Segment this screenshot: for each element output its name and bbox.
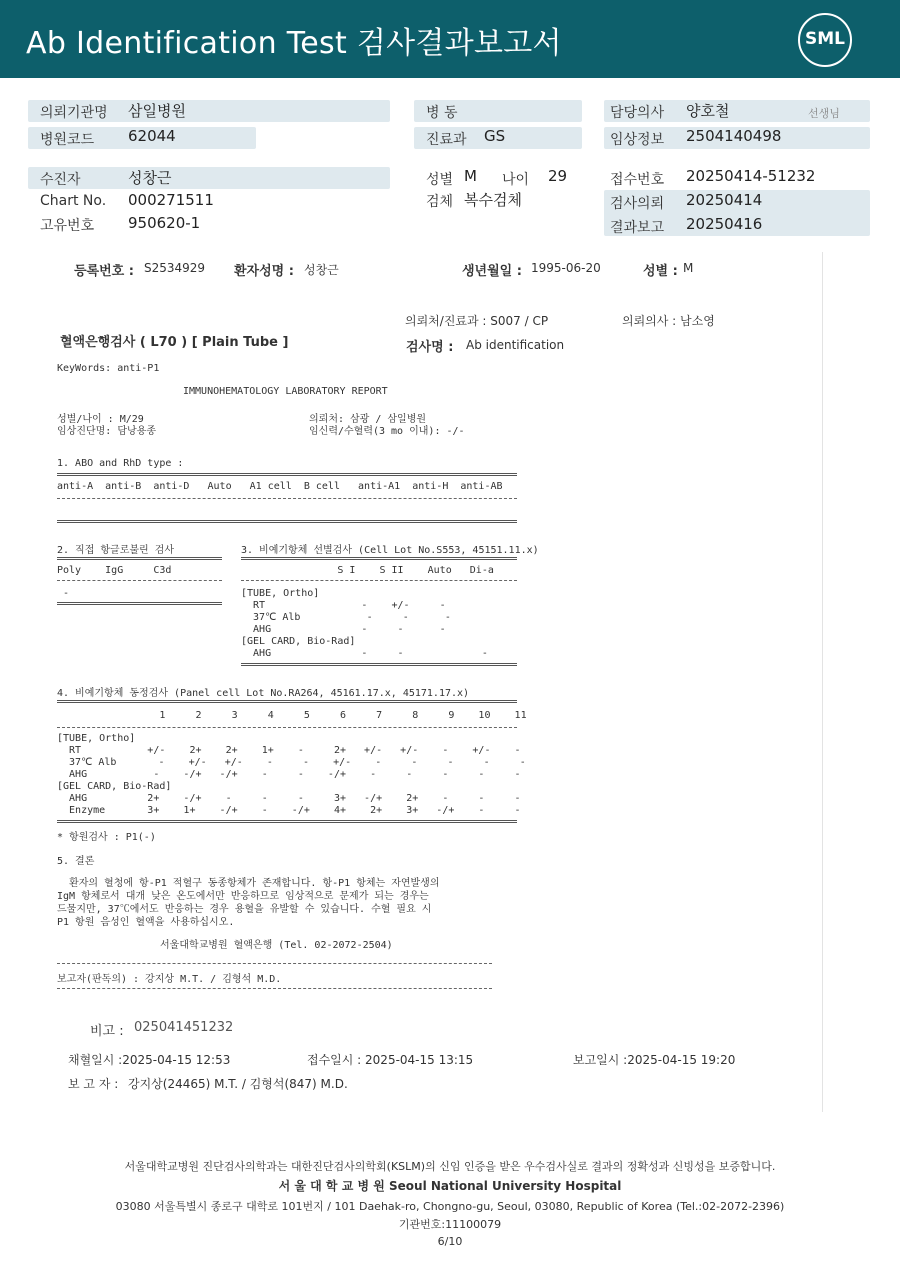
antigen-test: * 항원검사 : P1(-) — [57, 832, 156, 843]
rule — [57, 580, 222, 581]
remark-label: 비고 : — [90, 1024, 124, 1039]
sex-value: M — [464, 167, 477, 185]
rule — [57, 520, 517, 523]
chart-value: 000271511 — [128, 191, 214, 209]
test-title: 혈액은행검사 ( L70 ) [ Plain Tube ] — [60, 335, 289, 350]
hospital-code-value: 62044 — [128, 127, 176, 145]
keywords: KeyWords: anti-P1 — [57, 363, 160, 374]
reg-label: 등록번호 : — [74, 264, 134, 279]
section3-row: [TUBE, Ortho] — [241, 588, 320, 599]
section4-row: AHG 2+ -/+ - - - 3+ -/+ 2+ - - - — [57, 793, 521, 804]
certification-note: 서울대학교병원 진단검사의학과는 대한진단검사의학회(KSLM)의 신임 인증을 받은 우수검사실로 결과의 정확성과 신빙성을 보증합니다. — [124, 1160, 776, 1173]
ward-label: 병 동 — [426, 105, 458, 121]
sex-age: 성별/나이 : M/29 — [57, 414, 144, 425]
lab-report-title: IMMUNOHEMATOLOGY LABORATORY REPORT — [183, 386, 388, 397]
requesting-doctor: 의뢰의사 : 남소영 — [622, 314, 715, 328]
dob-value: 1995-06-20 — [531, 261, 601, 275]
clinical-value: 2504140498 — [686, 127, 782, 145]
dept-value: GS — [484, 127, 506, 145]
reported-time: 보고일시 :2025-04-15 19:20 — [573, 1053, 736, 1067]
section4-row: Enzyme 3+ 1+ -/+ - -/+ 4+ 2+ 3+ -/+ - - — [57, 805, 521, 816]
section3-row: RT - +/- - — [241, 600, 446, 611]
conclusion-line: 드물지만, 37℃에서도 반응하는 경우 용혈을 유발할 수 있습니다. 수혈 필요 시 — [57, 904, 432, 915]
page-number: 6/10 — [437, 1235, 463, 1248]
patient-label: 수진자 — [40, 172, 81, 188]
section4-columns: 1 2 3 4 5 6 7 8 9 10 11 — [57, 710, 527, 721]
reg-value: S2534929 — [144, 261, 206, 275]
scan-sex-value: M — [683, 261, 694, 275]
report-label: 결과보고 — [610, 220, 665, 236]
section4-row: 37℃ Alb - +/- +/- - - +/- - - - - - — [57, 757, 526, 768]
reporter2-label: 보 고 자 : — [68, 1077, 119, 1091]
hospital-address: 03080 서울특별시 종로구 대학로 101번지 / 101 Daehak-ro, Chongno-gu, Seoul, 03080, Republic of Korea (Tel.:02-2072-2396) — [115, 1200, 785, 1213]
section4-row: AHG - -/+ -/+ - - -/+ - - - - - — [57, 769, 521, 780]
section1-columns: anti-A anti-B anti-D Auto A1 cell B cell anti-A1 anti-H anti-AB — [57, 481, 503, 492]
doctor-value: 양호철 — [686, 102, 730, 120]
institution-value: 삼일병원 — [128, 102, 186, 120]
dept-label: 진료과 — [426, 132, 467, 148]
dob-label: 생년월일 : — [462, 264, 522, 279]
report-value: 20250416 — [686, 215, 763, 233]
request-label: 검사의뢰 — [610, 196, 665, 212]
pregnancy: 임신력/수혈력(3 mo 이내): -/- — [309, 426, 465, 437]
dept-line: 의뢰처/진료과 : S007 / CP — [405, 314, 549, 328]
rule — [241, 663, 517, 666]
collection-time: 채혈일시 :2025-04-15 12:53 — [68, 1053, 231, 1067]
rule — [241, 580, 517, 581]
reporter-line: 보고자(판독의) : 강지상 M.T. / 김형석 M.D. — [57, 974, 282, 985]
rule — [241, 557, 517, 560]
rule — [57, 820, 517, 823]
hospital-code-label: 병원코드 — [40, 132, 95, 148]
unique-value: 950620-1 — [128, 214, 201, 232]
section3-title: 3. 비예기항체 선별검사 (Cell Lot No.S553, 45151.11.x) — [241, 545, 539, 556]
section3-row: AHG - - - — [241, 648, 488, 659]
conclusion-line: 환자의 혈청에 항-P1 적혈구 동종항체가 존재합니다. 항-P1 항체는 자연발생의 — [57, 878, 440, 889]
section4-row: [GEL CARD, Bio-Rad] — [57, 781, 172, 792]
report-title: Ab Identification Test 검사결과보고서 — [26, 26, 562, 61]
unique-label: 고유번호 — [40, 218, 95, 234]
rule — [57, 988, 492, 989]
section3-row: 37℃ Alb - - - — [241, 612, 451, 623]
section1-title: 1. ABO and RhD type : — [57, 458, 184, 469]
diagnosis: 임상진단명: 담낭용종 — [57, 426, 156, 437]
age-value: 29 — [548, 167, 568, 185]
institution-number: 기관번호:11100079 — [398, 1218, 502, 1231]
section3-columns: S I S II Auto Di-a — [241, 565, 494, 576]
section5-title: 5. 결론 — [57, 856, 95, 867]
received-time: 접수일시 : 2025-04-15 13:15 — [307, 1053, 474, 1067]
specimen-value: 복수검체 — [464, 191, 522, 209]
section2-columns: Poly IgG C3d — [57, 565, 172, 576]
rule — [57, 557, 222, 560]
institution-label: 의뢰기관명 — [40, 105, 108, 121]
section2-value: - — [57, 588, 70, 599]
reporter2-value: 강지상(24465) M.T. / 김형석(847) M.D. — [128, 1077, 348, 1091]
test-name-value: Ab identification — [466, 338, 565, 352]
receipt-label: 접수번호 — [610, 172, 665, 188]
hospital-name: 서 울 대 학 교 병 원 Seoul National University Hospital — [278, 1179, 622, 1193]
chart-label: Chart No. — [40, 193, 107, 209]
rule — [57, 602, 222, 605]
section4-title: 4. 비예기항체 동정검사 (Panel cell Lot No.RA264, 45161.17.x, 45171.17.x) — [57, 688, 470, 699]
section2-title: 2. 직접 항글로불린 검사 — [57, 545, 175, 556]
patient-value: 성창근 — [128, 169, 172, 187]
sml-logo — [798, 13, 852, 67]
scan-edge — [822, 252, 823, 1112]
rule — [57, 700, 517, 703]
receipt-value: 20250414-51232 — [686, 167, 816, 185]
conclusion-line: P1 항원 음성인 혈액을 사용하십시오. — [57, 917, 235, 928]
doctor-suffix: 선생님 — [808, 107, 840, 120]
scan-sex-label: 성별 : — [643, 264, 678, 279]
conclusion-line: IgM 항체로서 대개 낮은 온도에서만 반응하므로 임상적으로 문제가 되는 경우는 — [57, 891, 429, 902]
request-value: 20250414 — [686, 191, 763, 209]
doctor-label: 담당의사 — [610, 105, 665, 121]
remark-value: 025041451232 — [134, 1020, 234, 1035]
age-label: 나이 — [502, 172, 530, 188]
section3-row: AHG - - - — [241, 624, 446, 635]
sex-label: 성별 — [426, 172, 454, 188]
row-bar — [28, 167, 390, 189]
logo-text: SML — [805, 29, 845, 49]
requester: 의뢰처: 삼광 / 삼일병원 — [309, 414, 427, 425]
section4-row: [TUBE, Ortho] — [57, 733, 136, 744]
section3-row: [GEL CARD, Bio-Rad] — [241, 636, 356, 647]
rule — [57, 473, 517, 476]
test-name-label: 검사명 : — [406, 340, 454, 355]
name-label: 환자성명 : — [234, 264, 294, 279]
report-header — [0, 0, 900, 78]
rule — [57, 727, 517, 728]
name-value: 성창근 — [304, 263, 339, 277]
rule — [57, 963, 492, 964]
rule — [57, 498, 517, 499]
specimen-label: 검체 — [426, 194, 454, 210]
clinical-label: 임상정보 — [610, 132, 665, 148]
section4-row: RT +/- 2+ 2+ 1+ - 2+ +/- +/- - +/- - — [57, 745, 521, 756]
bloodbank-contact: 서울대학교병원 혈액은행 (Tel. 02-2072-2504) — [160, 940, 393, 951]
